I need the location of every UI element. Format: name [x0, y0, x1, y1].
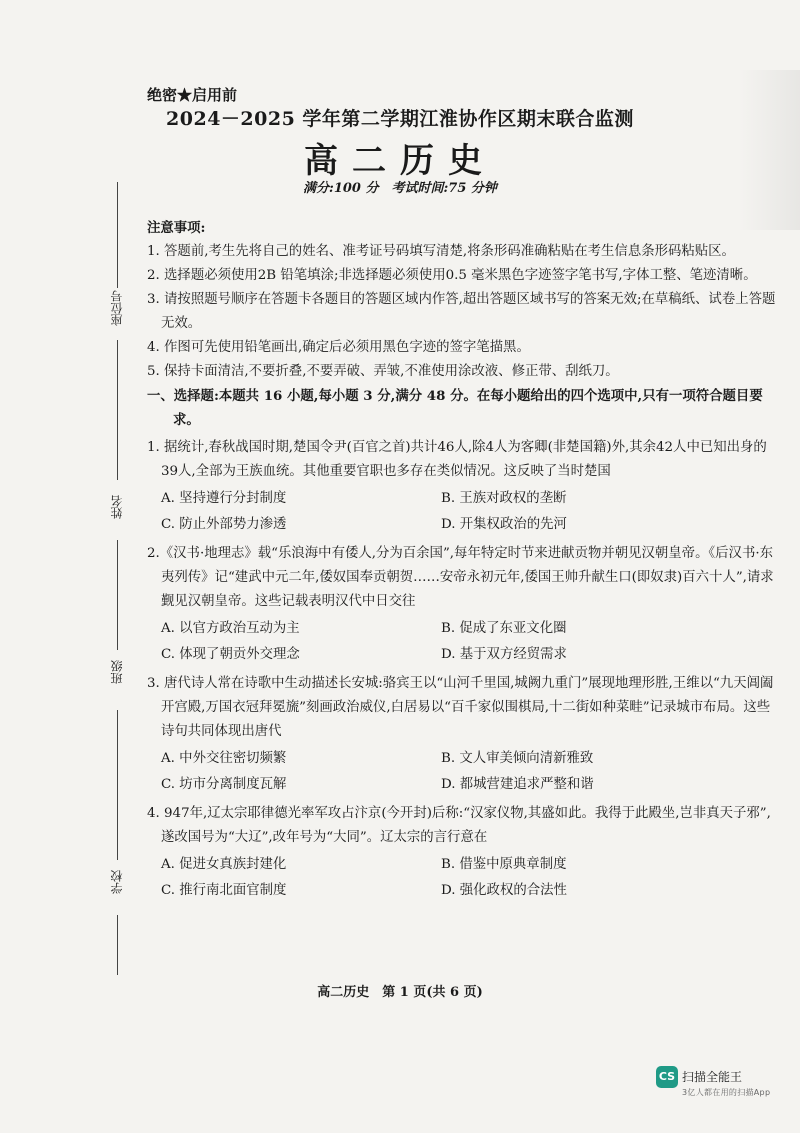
option-list	[147, 616, 777, 668]
option-a: A. 坚持遵行分封制度	[161, 491, 287, 506]
option-b: B. 文人审美倾向清新雅致	[441, 751, 594, 766]
camscanner-name: 扫描全能王	[682, 1070, 743, 1084]
option-d: D. 强化政权的合法性	[441, 883, 567, 898]
subject-title: 高二历史	[304, 141, 496, 181]
section-title: 一、选择题:本题共 16 小题,每小题 3 分,满分 48 分。在每小题给出的四个选项中,只有一项符合题目要求。	[147, 388, 763, 428]
option-d: D. 开集权政治的先河	[441, 517, 567, 532]
binding-line-segment	[117, 915, 118, 975]
notice-item: 4. 作图可先使用铅笔画出,确定后必须用黑色字迹的签字笔描黑。	[147, 340, 530, 355]
option-b: B. 王族对政权的垄断	[441, 491, 567, 506]
notice-item: 3. 请按照题号顺序在答题卡各题目的答题区域内作答,超出答题区域书写的答案无效;在草稿纸、试卷上答题无效。	[147, 292, 776, 331]
option-list	[147, 746, 777, 798]
notice-item: 2. 选择题必须使用2B 铅笔填涂;非选择题必须使用0.5 毫米黑色字迹签字笔书写,字体工整、笔迹清晰。	[147, 268, 757, 283]
school-label: 学校	[110, 870, 124, 894]
option-list	[147, 852, 777, 904]
binding-line-segment	[117, 710, 118, 860]
binding-line-segment	[117, 340, 118, 480]
notice-heading: 注意事项:	[147, 220, 206, 236]
option-c: C. 体现了朝贡外交理念	[161, 647, 300, 662]
name-label: 姓名	[110, 495, 124, 519]
question-2	[147, 542, 777, 668]
notice-item: 5. 保持卡面清洁,不要折叠,不要弄破、弄皱,不准使用涂改液、修正带、刮纸刀。	[147, 364, 619, 379]
question-stem: 1. 据统计,春秋战国时期,楚国令尹(百官之首)共计46人,除4人为客卿(非楚国籍)外,其余42人中已知出身的39人,全部为王族血统。其他重要官职也多存在类似情况。这反映了当时楚国	[147, 440, 767, 479]
exam-name: 2024－2025 学年第二学期江淮协作区期末联合监测	[166, 108, 634, 130]
camscanner-logo-icon: CS	[656, 1066, 678, 1088]
option-b: B. 借鉴中原典章制度	[441, 857, 567, 872]
notice-item: 1. 答题前,考生先将自己的姓名、准考证号码填写清楚,将条形码准确粘贴在考生信息条形码粘贴区。	[147, 244, 735, 259]
option-c: C. 坊市分离制度瓦解	[161, 777, 287, 792]
camscanner-tagline: 3亿人都在用的扫描App	[682, 1088, 771, 1097]
confidential-mark: 绝密★启用前	[147, 86, 238, 104]
option-d: D. 基于双方经贸需求	[441, 647, 567, 662]
option-d: D. 都城营建追求严整和谐	[441, 777, 594, 792]
option-c: C. 防止外部势力渗透	[161, 517, 287, 532]
page-footer: 高二历史 第 1 页(共 6 页)	[317, 985, 483, 1000]
binding-line-segment	[117, 540, 118, 650]
exam-content	[147, 216, 777, 906]
exam-meta: 满分:100 分 考试时间:75 分钟	[303, 181, 497, 196]
class-label: 班级	[110, 660, 124, 684]
option-a: A. 促进女真族封建化	[161, 857, 287, 872]
option-a: A. 中外交往密切频繁	[161, 751, 287, 766]
binding-line-segment	[117, 182, 118, 288]
question-stem: 4. 947年,辽太宗耶律德光率军攻占汴京(今开封)后称:“汉家仪物,其盛如此。我得于此殿坐,岂非真天子邪”,遂改国号为“大辽”,改年号为“大同”。辽太宗的言行意在	[147, 806, 771, 845]
option-c: C. 推行南北面官制度	[161, 883, 287, 898]
option-a: A. 以官方政治互动为主	[161, 621, 300, 636]
question-1	[147, 436, 777, 538]
question-stem: 3. 唐代诗人常在诗歌中生动描述长安城:骆宾王以“山河千里国,城阙九重门”展现地理形胜,王维以“九天阊阖开宫殿,万国衣冠拜冕旒”刻画政治威仪,白居易以“百千家似围棋局,十二街如种菜畦”记录城市布局。这些诗句共同体现出唐代	[147, 676, 774, 739]
question-4	[147, 802, 777, 904]
question-stem: 2.《汉书·地理志》载“乐浪海中有倭人,分为百余国”,每年特定时节来进献贡物并朝见汉朝皇帝。《后汉书·东夷列传》记“建武中元二年,倭奴国奉贡朝贺……安帝永初元年,倭国王帅升献生口(即奴隶)百六十人”,请求觐见汉朝皇帝。这些记载表明汉代中日交往	[147, 546, 774, 609]
option-b: B. 促成了东亚文化圈	[441, 621, 567, 636]
option-list	[147, 486, 777, 538]
question-3	[147, 672, 777, 798]
seat-number-label: 座位号	[110, 290, 124, 326]
